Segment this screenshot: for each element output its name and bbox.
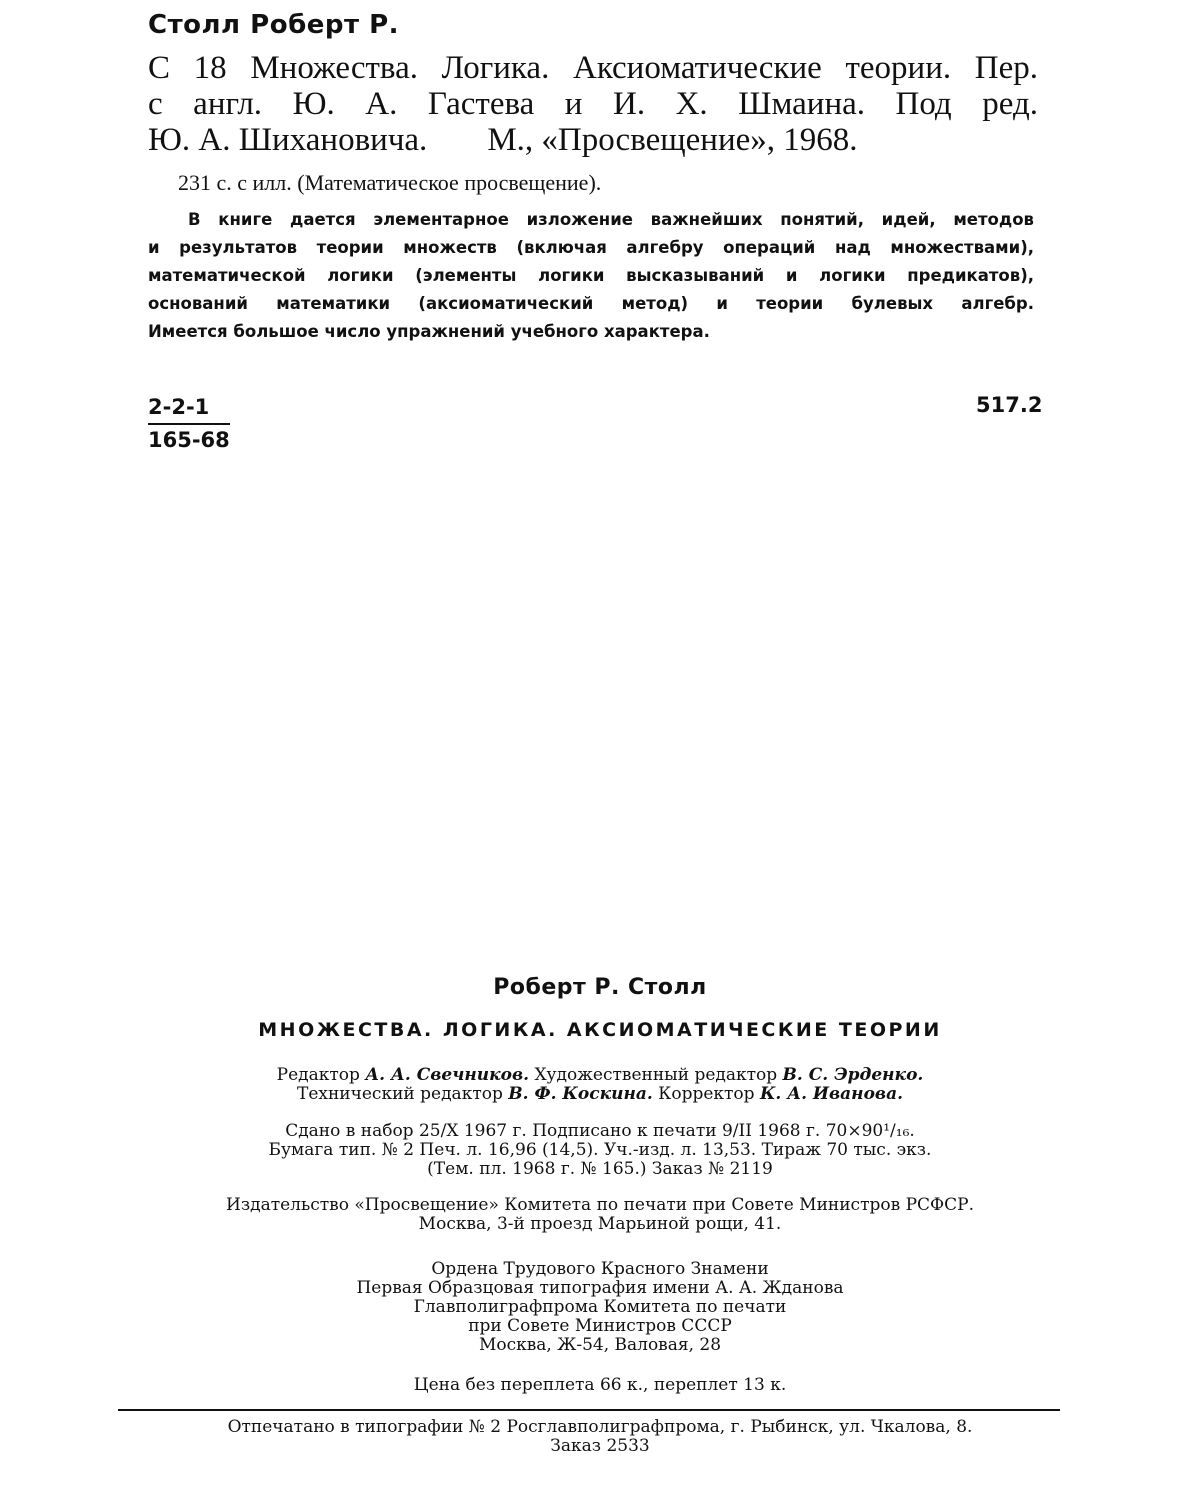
- card-editor-name: Ю. А. Шихановича.: [148, 122, 428, 158]
- typography-line-1: Ордена Трудового Красного Знамени: [431, 1259, 769, 1279]
- print-info-line-1: Сдано в набор 25/X 1967 г. Подписано к печати 9/II 1968 г. 70×90¹/₁₆.: [285, 1121, 915, 1141]
- art-editor-label: Художественный редактор: [529, 1065, 783, 1085]
- editor-label: Редактор: [276, 1065, 366, 1085]
- publisher-line-1: Издательство «Просвещение» Комитета по печати при Совете Министров РСФСР.: [226, 1195, 974, 1215]
- tech-editor-name: В. Ф. Коскина.: [508, 1084, 653, 1104]
- publisher-line-2: Москва, 3-й проезд Марьиной рощи, 41.: [418, 1214, 782, 1234]
- publisher-info: [0, 1196, 1200, 1234]
- printed-line-1: Отпечатано в типографии № 2 Росглавполиграфпрома, г. Рыбинск, ул. Чкалова, 8.: [227, 1417, 973, 1437]
- card-abstract-line-4: оснований математики (аксиоматический метод) и теории булевых алгебр.: [148, 294, 1034, 313]
- colophon-editors: [0, 1066, 1200, 1104]
- print-info-line-2: Бумага тип. № 2 Печ. л. 16,96 (14,5). Уч.-изд. л. 13,53. Тираж 70 тыс. экз.: [268, 1140, 932, 1160]
- udc-code: 517.2: [976, 393, 1043, 417]
- card-description-line-3: [148, 122, 1038, 158]
- colophon-title: МНОЖЕСТВА. ЛОГИКА. АКСИОМАТИЧЕСКИЕ ТЕОРИИ: [258, 1019, 942, 1041]
- classification-code-numerator: 2-2-1: [148, 393, 230, 425]
- corrector-label: Корректор: [652, 1084, 760, 1104]
- card-abstract-line-5: Имеется большое число упражнений учебного характера.: [148, 322, 710, 341]
- card-abstract-line-2: и результатов теории множеств (включая алгебру операций над множествами),: [148, 238, 1034, 257]
- classification-code: [148, 393, 230, 454]
- printed-line-2: Заказ 2533: [550, 1436, 650, 1456]
- editor-name: А. А. Свечников.: [365, 1065, 530, 1085]
- card-abstract-line-1: В книге дается элементарное изложение важнейших понятий, идей, методов: [188, 210, 1034, 229]
- typography-info: [0, 1260, 1200, 1355]
- print-info: [0, 1122, 1200, 1179]
- print-info-line-3: (Тем. пл. 1968 г. № 165.) Заказ № 2119: [427, 1159, 773, 1179]
- editors-line-1: [0, 1066, 1200, 1085]
- colophon-author: Роберт Р. Столл: [493, 975, 707, 1000]
- corrector-name: К. А. Иванова.: [759, 1084, 904, 1104]
- typography-line-4: при Совете Министров СССР: [468, 1316, 732, 1336]
- editors-line-2: [0, 1085, 1200, 1104]
- classification-code-denominator: 165-68: [148, 428, 230, 452]
- card-description-line-2: с англ. Ю. А. Гастева и И. Х. Шмаина. Под ред.: [148, 86, 1038, 122]
- typography-line-5: Москва, Ж-54, Валовая, 28: [478, 1335, 722, 1355]
- tech-editor-label: Технический редактор: [296, 1084, 509, 1104]
- card-abstract-line-3: математической логики (элементы логики высказываний и логики предикатов),: [148, 266, 1034, 285]
- card-description-line-1: С 18 Множества. Логика. Аксиоматические теории. Пер.: [148, 50, 1038, 86]
- price: Цена без переплета 66 к., переплет 13 к.: [413, 1375, 787, 1395]
- typography-line-3: Главполиграфпрома Комитета по печати: [413, 1297, 787, 1317]
- card-author: Столл Роберт Р.: [148, 10, 400, 40]
- divider-rule: [118, 1409, 1060, 1411]
- art-editor-name: В. С. Эрденко.: [782, 1065, 924, 1085]
- card-pages: 231 с. с илл. (Математическое просвещение).: [178, 170, 602, 195]
- card-publisher-year: М., «Просвещение», 1968.: [487, 122, 858, 158]
- printed-info: [0, 1418, 1200, 1456]
- typography-line-2: Первая Образцовая типография имени А. А. Жданова: [356, 1278, 844, 1298]
